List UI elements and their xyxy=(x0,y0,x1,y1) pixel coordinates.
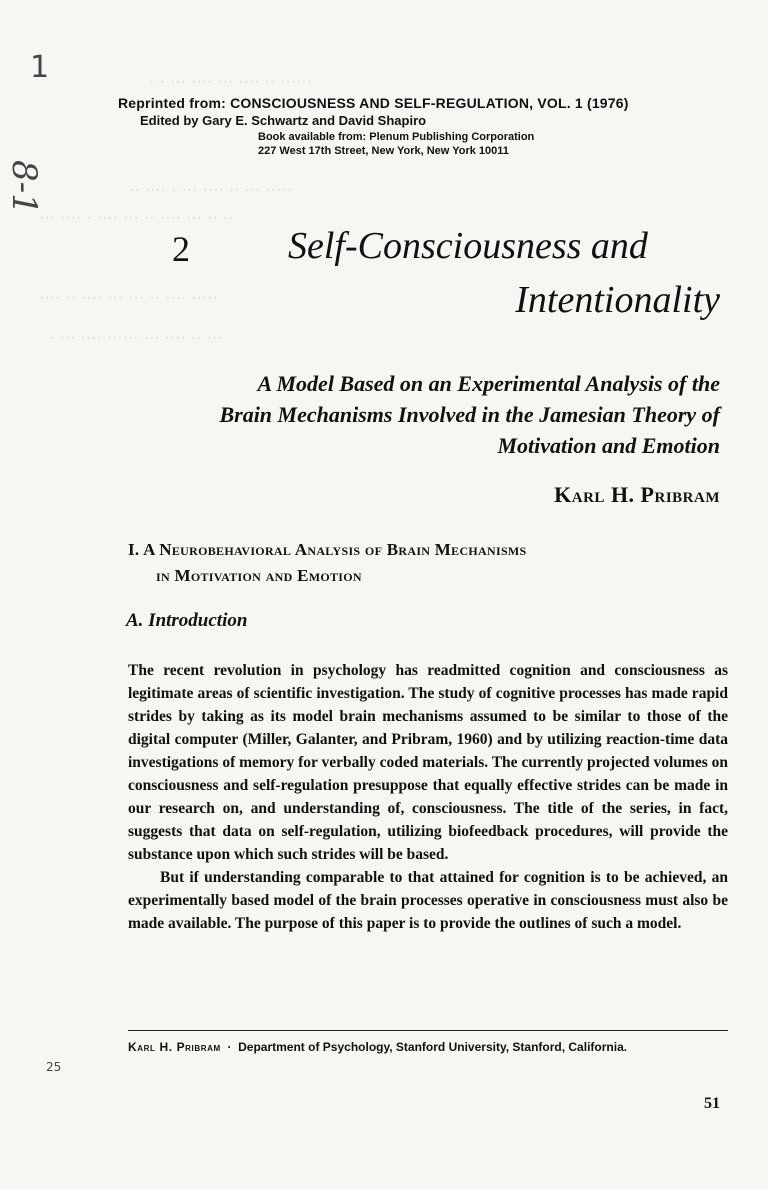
reprint-availability: Book available from: Plenum Publishing Corporation xyxy=(258,131,535,143)
subtitle-line: A Model Based on an Experimental Analysis of the xyxy=(257,371,720,396)
body-text xyxy=(128,659,728,935)
margin-mark-bottom: 25 xyxy=(46,1060,62,1074)
section-heading xyxy=(128,537,728,589)
footnote-divider xyxy=(128,1030,728,1031)
footnote-author: Karl H. Pribram xyxy=(128,1040,221,1054)
subsection-heading: A. Introduction xyxy=(126,610,248,631)
reprint-address: 227 West 17th Street, New York, New York 10011 xyxy=(258,145,509,157)
reprint-editors: Edited by Gary E. Schwartz and David Shapiro xyxy=(140,113,427,128)
bleed-through-text: · · ··· ···· ··· ···· ·· ···· · xyxy=(150,74,313,89)
section-heading-line1: I. A Neurobehavioral Analysis of Brain Mechanisms xyxy=(128,540,527,559)
page-number: 51 xyxy=(704,1095,720,1112)
footnote-separator: · xyxy=(227,1040,232,1054)
paragraph: But if understanding comparable to that attained for cognition is to be achieved, an experimentally based model of the brain processes operative in consciousness must also be made available. The purpose of this paper is to provide the outlines of such a model. xyxy=(128,869,728,932)
chapter-title-line1: Self-Consciousness and xyxy=(288,225,648,267)
subtitle-line: Motivation and Emotion xyxy=(497,433,720,458)
chapter-subtitle xyxy=(100,368,720,461)
bleed-through-text: ··· ···· · ···· ··· ·· ···· ··· ·· ·· xyxy=(40,210,235,225)
reprint-header xyxy=(118,94,629,158)
chapter-title-line2: Intentionality xyxy=(515,279,720,321)
footnote xyxy=(128,1040,728,1055)
margin-handwriting: 8-1 xyxy=(4,160,44,215)
margin-mark-top: 1 xyxy=(30,50,50,85)
footnote-affiliation: Department of Psychology, Stanford University, Stanford, California. xyxy=(238,1040,628,1054)
reprint-source: Reprinted from: CONSCIOUSNESS AND SELF-REGULATION, VOL. 1 (1976) xyxy=(118,95,629,111)
chapter-number: 2 xyxy=(172,229,190,269)
bleed-through-text: ···· ·· ···· ··· ··· ·· ···· ····· xyxy=(40,290,219,305)
paragraph: The recent revolution in psychology has readmitted cognition and consciousness as legitimate areas of scientific investigation. The study of cognitive processes has made rapid strides by taking as its model brain mechanisms assumed to be similar to those of the digital computer (Miller, Galanter, and Pribram, 1960) and by utilizing reaction-time data investigations of memory for verbally coded materials. The currently projected volumes on consciousness and self-regulation presuppose that equally effective strides can be made in our research on, and understanding of, consciousness. The title of the series, in fact, suggests that data on self-regulation, utilizing biofeedback procedures, will provide the substance upon which such strides will be based. xyxy=(128,662,728,863)
author-name: Karl H. Pribram xyxy=(554,482,720,507)
subtitle-line: Brain Mechanisms Involved in the Jamesian Theory of xyxy=(219,402,720,427)
bleed-through-text: ·· ···· · ··· ···· ·· ··· ····· xyxy=(130,182,293,197)
bleed-through-text: · ··· ···· ·· ··· ··· ···· ·· ··· xyxy=(50,330,224,345)
section-heading-line2: in Motivation and Emotion xyxy=(156,566,362,585)
